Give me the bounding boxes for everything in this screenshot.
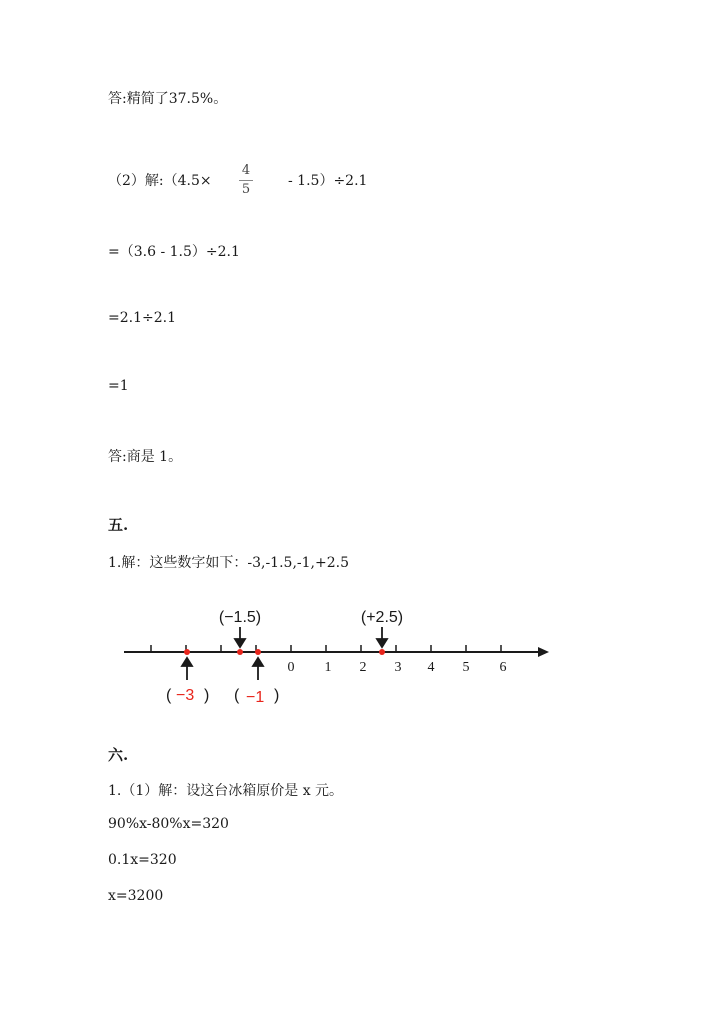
label-plus2-5: (+2.5): [360, 609, 404, 626]
tick-label-3: 3: [394, 660, 402, 675]
step-1: =（3.6 - 1.5）÷2.1: [108, 244, 240, 260]
step-2: =2.1÷2.1: [108, 310, 176, 326]
tick-label-0: 0: [287, 660, 295, 675]
point-plus2-5: [379, 649, 385, 655]
section-5-question-1: 1.解：这些数字如下：-3,-1.5,-1,+2.5: [108, 555, 349, 571]
equation-1: 90%x-80%x=320: [108, 816, 229, 832]
part2-prefix: （2）解:（4.5×: [108, 173, 212, 189]
tick-label-6: 6: [499, 660, 507, 675]
arrowhead-up-minus1: [253, 658, 263, 666]
tick-label-1: 1: [324, 660, 332, 675]
label-minus3-open: (: [166, 687, 172, 704]
fraction-numerator: 4: [241, 163, 251, 178]
label-minus3-value: −3: [176, 687, 195, 704]
equation-3: x=3200: [108, 888, 164, 904]
label-minus3-close: ): [204, 687, 210, 704]
label-minus1-open: (: [234, 687, 240, 704]
point-minus1-5: [237, 649, 243, 655]
label-minus1-value: −1: [246, 689, 265, 706]
point-minus1: [255, 649, 261, 655]
fraction-denominator: 5: [241, 182, 251, 197]
section-5-title: 五.: [108, 516, 129, 534]
answer-quotient: 答:商是 1。: [108, 449, 183, 465]
step-3: =1: [108, 378, 129, 394]
tick-label-5: 5: [462, 660, 470, 675]
section-6-question-1: 1.（1）解：设这台冰箱原价是 x 元。: [108, 783, 344, 799]
tick-label-4: 4: [427, 660, 435, 675]
arrowhead-down-plus2-5: [377, 639, 387, 647]
axis-arrowhead: [538, 647, 549, 657]
point-minus3: [184, 649, 190, 655]
equation-2: 0.1x=320: [108, 852, 177, 868]
arrowhead-down-minus1-5: [235, 639, 245, 647]
tick-label-2: 2: [359, 660, 367, 675]
section-6-title: 六.: [108, 746, 129, 764]
part2-suffix: - 1.5）÷2.1: [288, 173, 368, 189]
answer-percentage: 答:精简了37.5%。: [108, 91, 228, 107]
label-minus1-close: ): [274, 687, 280, 704]
label-minus1-5: (−1.5): [218, 609, 262, 626]
arrowhead-up-minus3: [182, 658, 192, 666]
